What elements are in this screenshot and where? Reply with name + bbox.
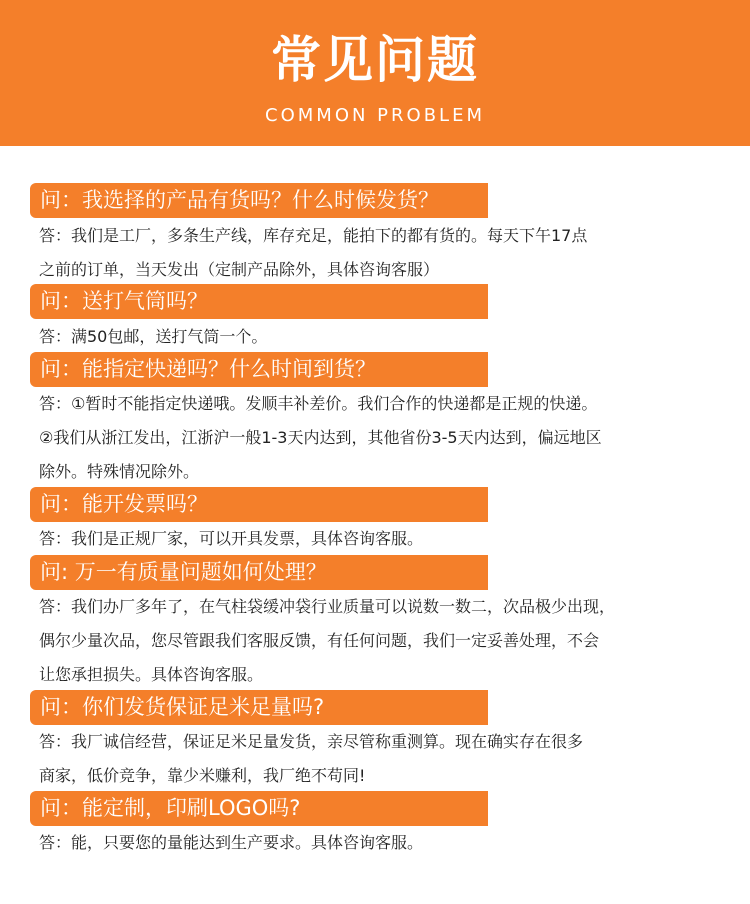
faq-answer-5-line-3: 让您承担损失。具体咨询客服。 bbox=[39, 665, 264, 684]
faq-answer-1-line-2: 之前的订单，当天发出（定制产品除外，具体咨询客服） bbox=[39, 260, 440, 279]
page-title: 常见问题 bbox=[271, 31, 479, 89]
faq-question-6: 问：你们发货保证足米足量吗? bbox=[30, 690, 488, 725]
faq-answer-6-line-1: 答：我厂诚信经营，保证足米足量发货，亲尽管称重测算。现在确实存在很多 bbox=[39, 732, 584, 751]
faq-answer-5-line-2: 偶尔少量次品，您尽管跟我们客服反馈，有任何问题，我们一定妥善处理，不会 bbox=[39, 631, 600, 650]
faq-answer-6-line-2: 商家，低价竞争，靠少米赚利，我厂绝不苟同! bbox=[39, 766, 366, 785]
faq-answer-3-line-3: 除外。特殊情况除外。 bbox=[39, 462, 200, 481]
faq-question-2: 问：送打气筒吗？ bbox=[30, 284, 488, 319]
faq-answer-1-line-1: 答：我们是工厂，多条生产线，库存充足，能拍下的都有货的。每天下午17点 bbox=[39, 226, 588, 245]
faq-answer-3-line-1: 答：①暂时不能指定快递哦。发顺丰补差价。我们合作的快递都是正规的快递。 bbox=[39, 394, 598, 413]
faq-question-3: 问：能指定快递吗？什么时间到货？ bbox=[30, 352, 488, 387]
header-banner bbox=[0, 0, 750, 146]
faq-question-4: 问：能开发票吗？ bbox=[30, 487, 488, 522]
faq-answer-2-line-1: 答：满50包邮，送打气筒一个。 bbox=[39, 327, 268, 346]
faq-answer-4-line-1: 答：我们是正规厂家，可以开具发票，具体咨询客服。 bbox=[39, 529, 424, 548]
faq-question-7: 问：能定制，印刷LOGO吗? bbox=[30, 791, 488, 826]
faq-answer-7-line-1: 答：能，只要您的量能达到生产要求。具体咨询客服。 bbox=[39, 833, 424, 852]
faq-answer-3-line-2: ②我们从浙江发出，江浙沪一般1-3天内达到，其他省份3-5天内达到，偏远地区 bbox=[39, 428, 602, 447]
faq-question-1: 问：我选择的产品有货吗？什么时候发货？ bbox=[30, 183, 488, 218]
faq-question-5: 问: 万一有质量问题如何处理？ bbox=[30, 555, 488, 590]
faq-answer-5-line-1: 答：我们办厂多年了，在气柱袋缓冲袋行业质量可以说数一数二，次品极少出现， bbox=[39, 597, 616, 616]
page-subtitle: COMMON PROBLEM bbox=[265, 105, 485, 126]
